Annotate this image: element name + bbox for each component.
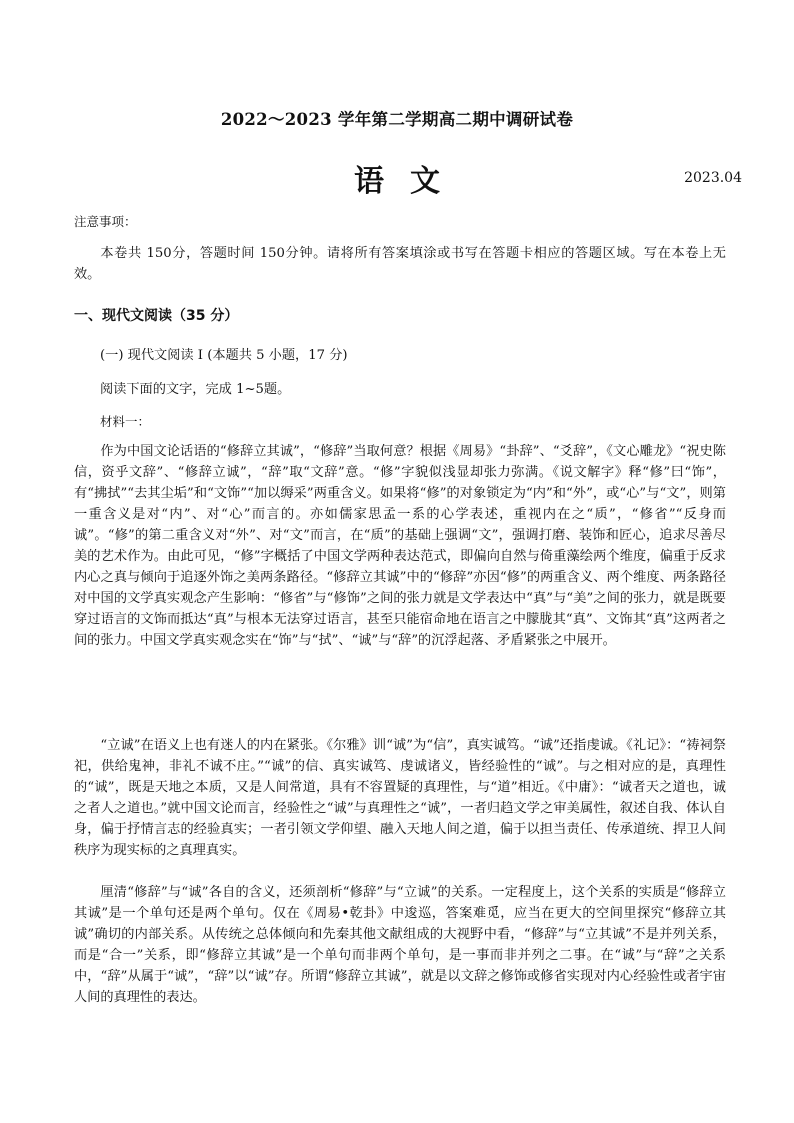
notice-text: 本卷共 150分，答题时间 150分钟。请将所有答案填涂或书写在答题卡相应的答题区域。写在本卷上无效。 <box>74 246 726 282</box>
subject-title: 语文 <box>354 164 466 199</box>
subsection-heading: (一) 现代文阅读 Ⅰ (本题共 5 小题，17 分) <box>100 348 348 363</box>
paragraph-2: “立诚”在语义上也有迷人的内在紧张。《尔雅》训“诚”为“信”，真实诚笃。“诚”还指虔诚。《礼记》：“祷祠祭祀，供给鬼神，非礼不诚不庄。”“诚”的信、真实诚笃、虔诚诸义，皆经验性的“诚”。与之相对应的是，真理性的“诚”，既是天地之本质，又是人间常道，具有不容置疑的真理性，与“道”相近。《中庸》：“诚者天之道也，诚之者人之道也。”就中国文论而言，经验性之“诚”与真理性之“诚”，一者归趋文学之审美属性，叙述自我、体认自身，偏于抒情言志的经验真实；一者引领文学仰望、融入天地人间之道，偏于以担当责任、传承道统、捍卫人间秩序为现实标的之真理真实。 <box>74 738 726 858</box>
notice-label: 注意事项： <box>74 214 137 229</box>
exam-title: 2022～2023 学年第二学期高二期中调研试卷 <box>220 110 574 129</box>
section-heading: 一、现代文阅读（35 分） <box>74 308 239 324</box>
exam-date: 2023.04 <box>684 170 742 186</box>
paragraph-3: 厘清“修辞”与“诚”各自的含义，还须剖析“修辞”与“立诚”的关系。一定程度上，这个关系的实质是“修辞立其诚”是一个单句还是两个单句。仅在《周易•乾卦》中逡巡，答案难觅，应当在更大的空间里探究“修辞立其诚”确切的内部关系。从传统之总体倾向和先秦其他文献组成的大视野中看，“修辞”与“立其诚”不是并列关系，而是“合一”关系，即“修辞立其诚”是一个单句而非两个单句，是一事而非并列之二事。在“诚”与“辞”之关系中，“辞”从属于“诚”，“辞”以“诚”存。所谓“修辞立其诚”，就是以文辞之修饰或修省实现对内心经验性或者宇宙人间的真理性的表达。 <box>74 885 726 1005</box>
material-label: 材料一： <box>100 414 151 429</box>
paragraph-1: 作为中国文论话语的“修辞立其诚”，“修辞”当取何意？根据《周易》“卦辞”、“爻辞”，《文心雕龙》“祝史陈信，资乎文辞”、“修辞立诚”，“辞”取“文辞”意。“修”字貌似浅显却张力弥满。《说文解字》释“修”曰“饰”，有“拂拭”“去其尘垢”和“文饰”“加以缛采”两重含义。如果将“修”的对象锁定为“内”和“外”，或“心”与“文”，则第一重含义是对“内”、对“心”而言的。亦如儒家思孟一系的心学表述，重视内在之“质”，“修省”“反身而诚”。“修”的第二重含义对“外”、对“文”而言，在“质”的基础上强调“文”，强调打磨、装饰和匠心，追求尽善尽美的艺术作为。由此可见，“修”字概括了中国文学两种表达范式，即偏向自然与倚重藻绘两个维度，偏重于反求内心之真与倾向于追逐外饰之美两条路径。“修辞立其诚”中的“修辞”亦因“修”的两重含义、两个维度、两条路径对中国的文学真实观念产生影响：“修省”与“修饰”之间的张力就是文学表达中“真”与“美”之间的张力，就是既要穿过语言的文饰而抵达“真”与根本无法穿过语言，甚至只能宿命地在语言之中朦胧其“真”、文饰其“真”这两者之间的张力。中国文学真实观念实在“饰”与“拭”、“诚”与“辞”的沉浮起落、矛盾紧张之中展开。 <box>74 444 726 648</box>
reading-instruction: 阅读下面的文字，完成 1~5题。 <box>100 382 291 397</box>
subject-row <box>0 156 794 199</box>
